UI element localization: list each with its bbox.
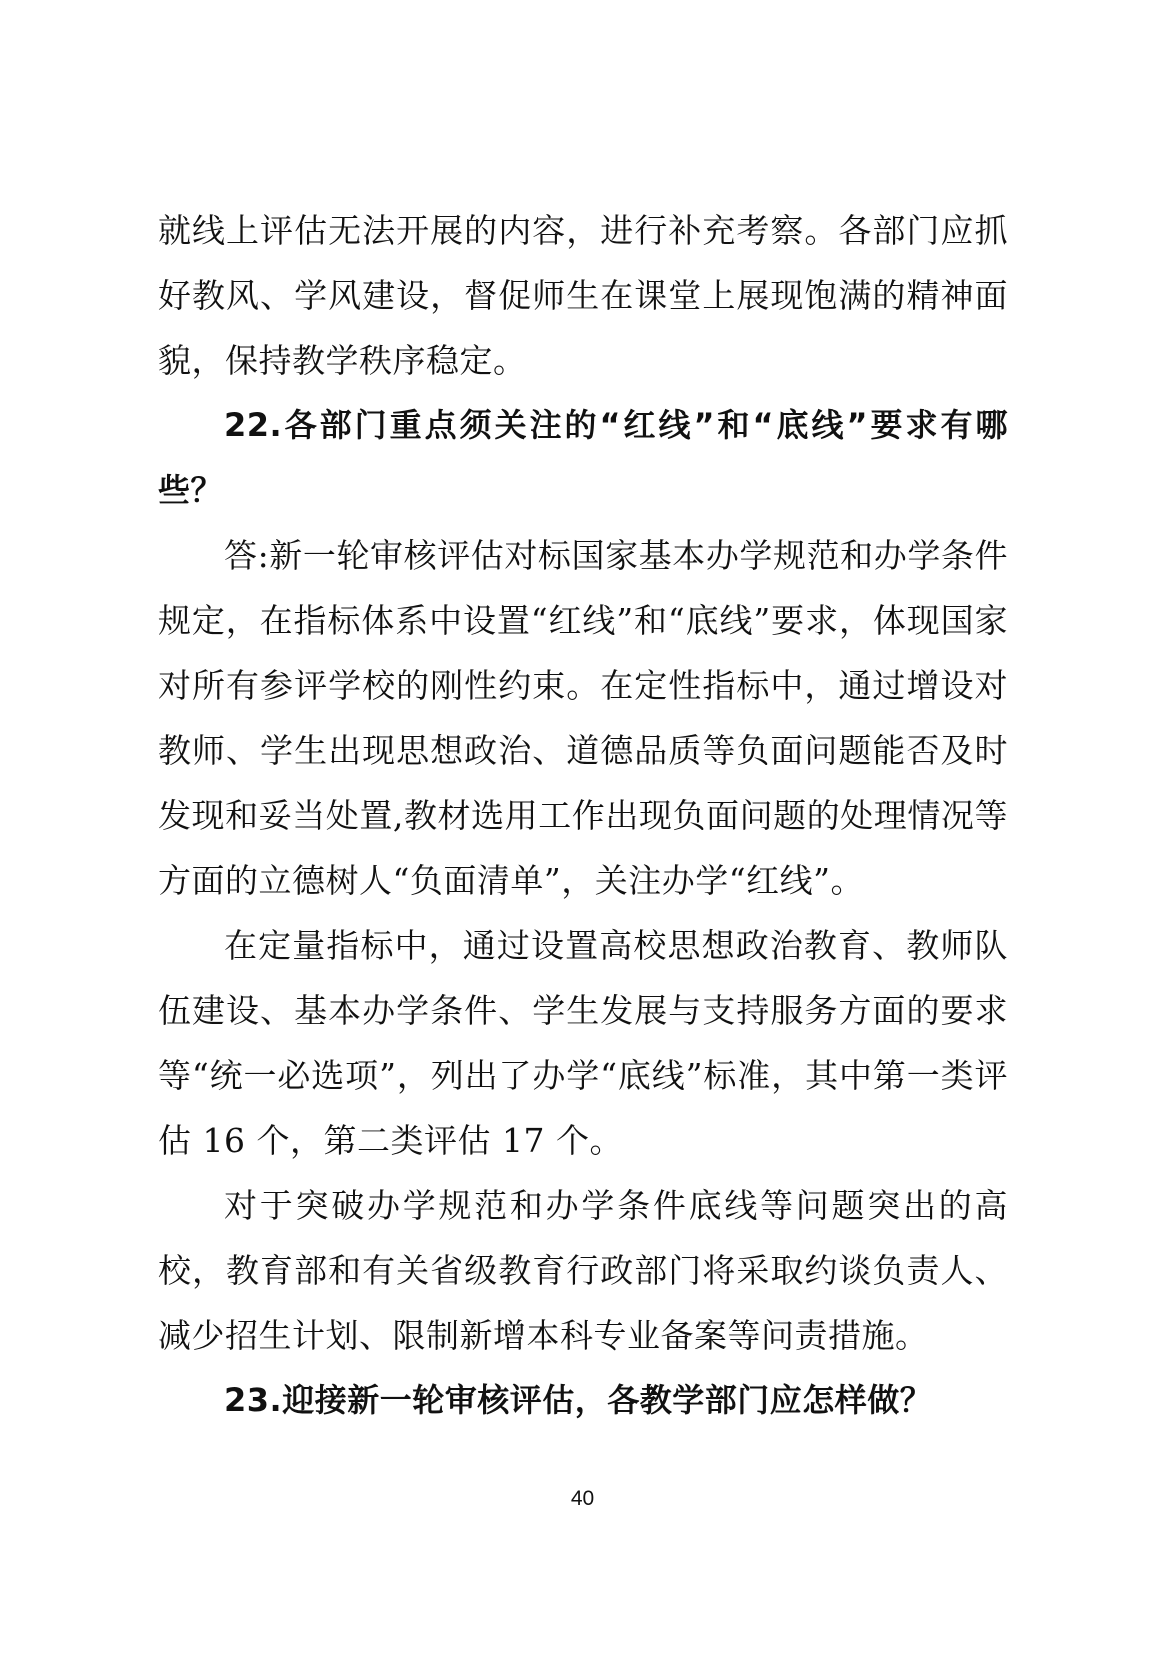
answer-paragraph-3: 对于突破办学规范和办学条件底线等问题突出的高校，教育部和有关省级教育行政部门将采取约谈负责人、减少招生计划、限制新增本科专业备案等问责措施。: [158, 1186, 1008, 1355]
question-heading-23: 23.迎接新一轮审核评估，各教学部门应怎样做？: [224, 1381, 933, 1419]
question-heading-22: 22.各部门重点须关注的“红线”和“底线”要求有哪些？: [158, 406, 1008, 509]
document-body: [158, 198, 1008, 1433]
paragraph-continuation: 就线上评估无法开展的内容，进行补充考察。各部门应抓好教风、学风建设，督促师生在课堂上展现饱满的精神面貌，保持教学秩序稳定。: [158, 211, 1008, 380]
answer-paragraph-2: 在定量指标中，通过设置高校思想政治教育、教师队伍建设、基本办学条件、学生发展与支持服务方面的要求等“统一必选项”，列出了办学“底线”标准，其中第一类评估 16 个，第二类评估 17 个。: [158, 926, 1008, 1160]
answer-paragraph-1: 答:新一轮审核评估对标国家基本办学规范和办学条件规定，在指标体系中设置“红线”和“底线”要求，体现国家对所有参评学校的刚性约束。在定性指标中，通过增设对教师、学生出现思想政治、道德品质等负面问题能否及时发现和妥当处置,教材选用工作出现负面问题的处理情况等方面的立德树人“负面清单”，关注办学“红线”。: [158, 536, 1008, 900]
page-number: 40: [570, 1487, 595, 1510]
